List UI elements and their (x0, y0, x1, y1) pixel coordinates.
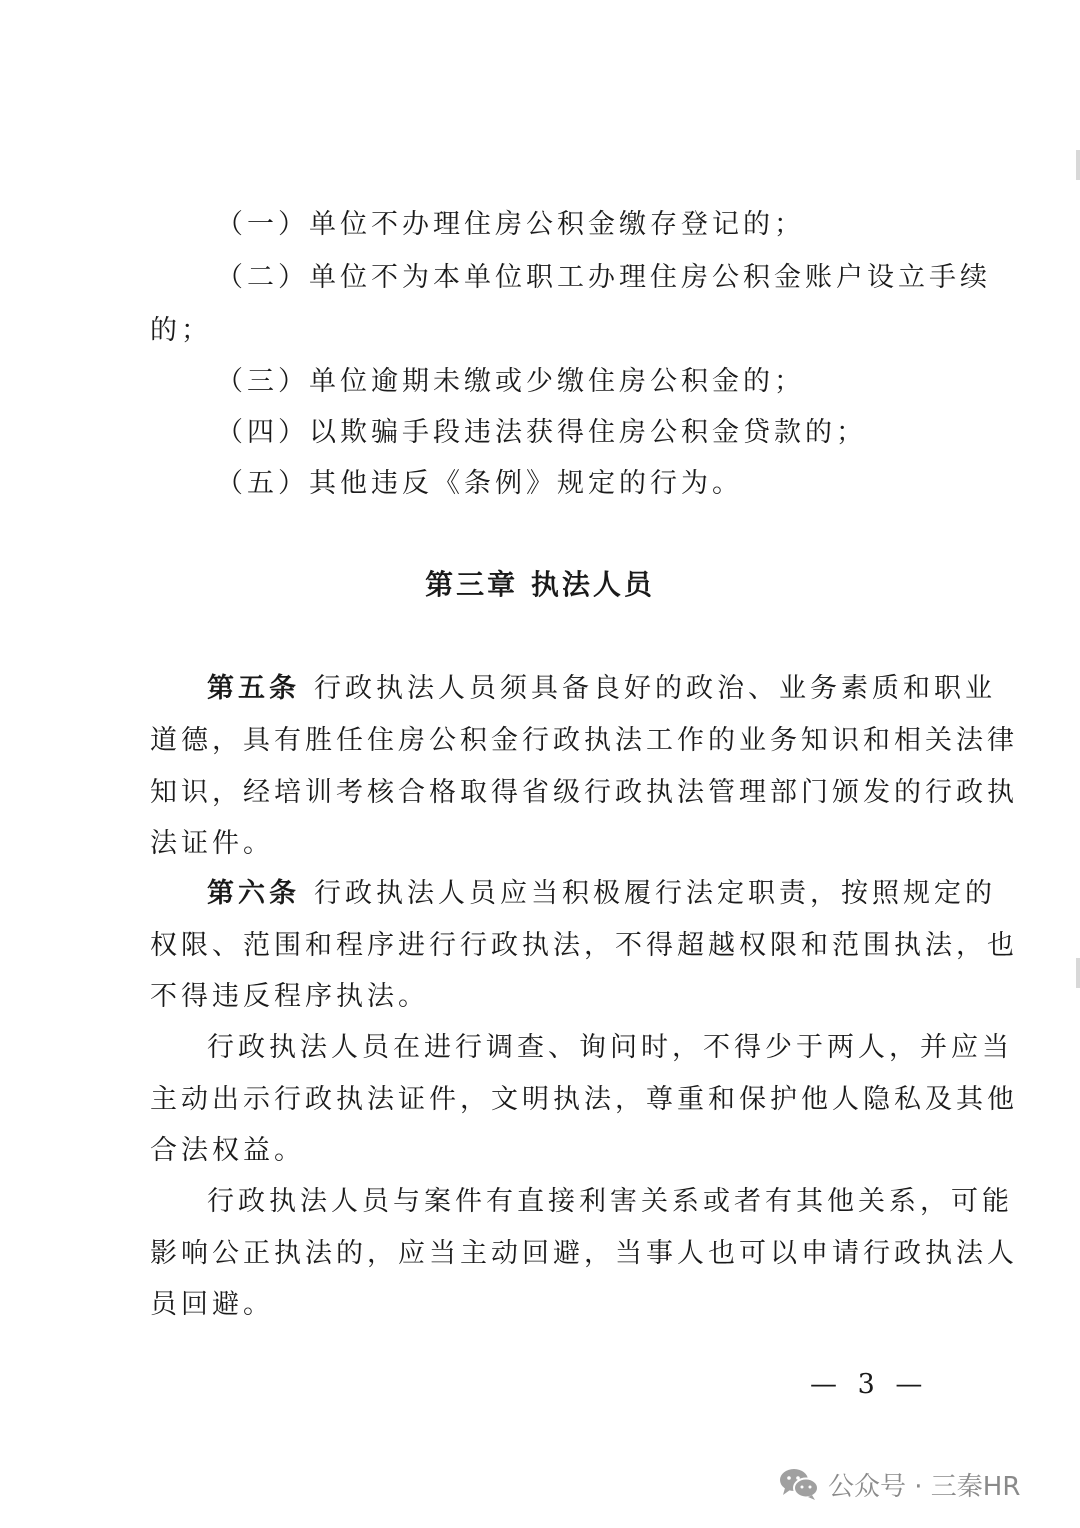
article-6-para2-line-2: 主动出示行政执法证件，文明执法，尊重和保护他人隐私及其他 (150, 1084, 1018, 1115)
article-5-line-3: 知识，经培训考核合格取得省级行政执法管理部门颁发的行政执 (150, 777, 1018, 808)
scan-edge-mark (1076, 958, 1080, 988)
list-item-3: （三）单位逾期未缴或少缴住房公积金的； (216, 366, 805, 397)
page-number: — 3 — (810, 1369, 929, 1400)
article-5-label: 第五条 (207, 673, 300, 704)
article-6-para3-line-1: 行政执法人员与案件有直接利害关系或者有其他关系，可能 (207, 1186, 1013, 1217)
article-6-para2-line-1: 行政执法人员在进行调查、询问时，不得少于两人，并应当 (207, 1032, 1013, 1063)
article-5-text: 行政执法人员须具备良好的政治、业务素质和职业 (314, 673, 996, 704)
article-5-line-1 (207, 669, 996, 709)
watermark (778, 1462, 1020, 1506)
wechat-icon (778, 1466, 820, 1502)
watermark-text: 公众号 · 三秦HR (828, 1471, 1021, 1502)
article-6-para2-line-3: 合法权益。 (150, 1135, 305, 1166)
list-item-4: （四）以欺骗手段违法获得住房公积金贷款的； (216, 417, 867, 448)
article-6-line-1 (207, 874, 996, 914)
article-6-line-2: 权限、范围和程序进行行政执法，不得超越权限和范围执法，也 (150, 930, 1018, 961)
chapter-heading: 第三章 执法人员 (425, 568, 655, 601)
article-5-line-4: 法证件。 (150, 828, 274, 859)
article-6-line-3: 不得违反程序执法。 (150, 981, 429, 1012)
list-item-5: （五）其他违反《条例》规定的行为。 (216, 468, 743, 499)
list-item-2-continuation: 的； (150, 315, 212, 346)
article-5-line-2: 道德，具有胜任住房公积金行政执法工作的业务知识和相关法律 (150, 725, 1018, 756)
scan-edge-mark (1076, 150, 1080, 180)
article-6-text: 行政执法人员应当积极履行法定职责，按照规定的 (314, 878, 996, 909)
article-6-para3-line-2: 影响公正执法的，应当主动回避，当事人也可以申请行政执法人 (150, 1238, 1018, 1269)
article-6-label: 第六条 (207, 878, 300, 909)
article-6-para3-line-3: 员回避。 (150, 1289, 274, 1320)
list-item-2: （二）单位不为本单位职工办理住房公积金账户设立手续 (216, 262, 991, 293)
list-item-1: （一）单位不办理住房公积金缴存登记的； (216, 209, 805, 240)
